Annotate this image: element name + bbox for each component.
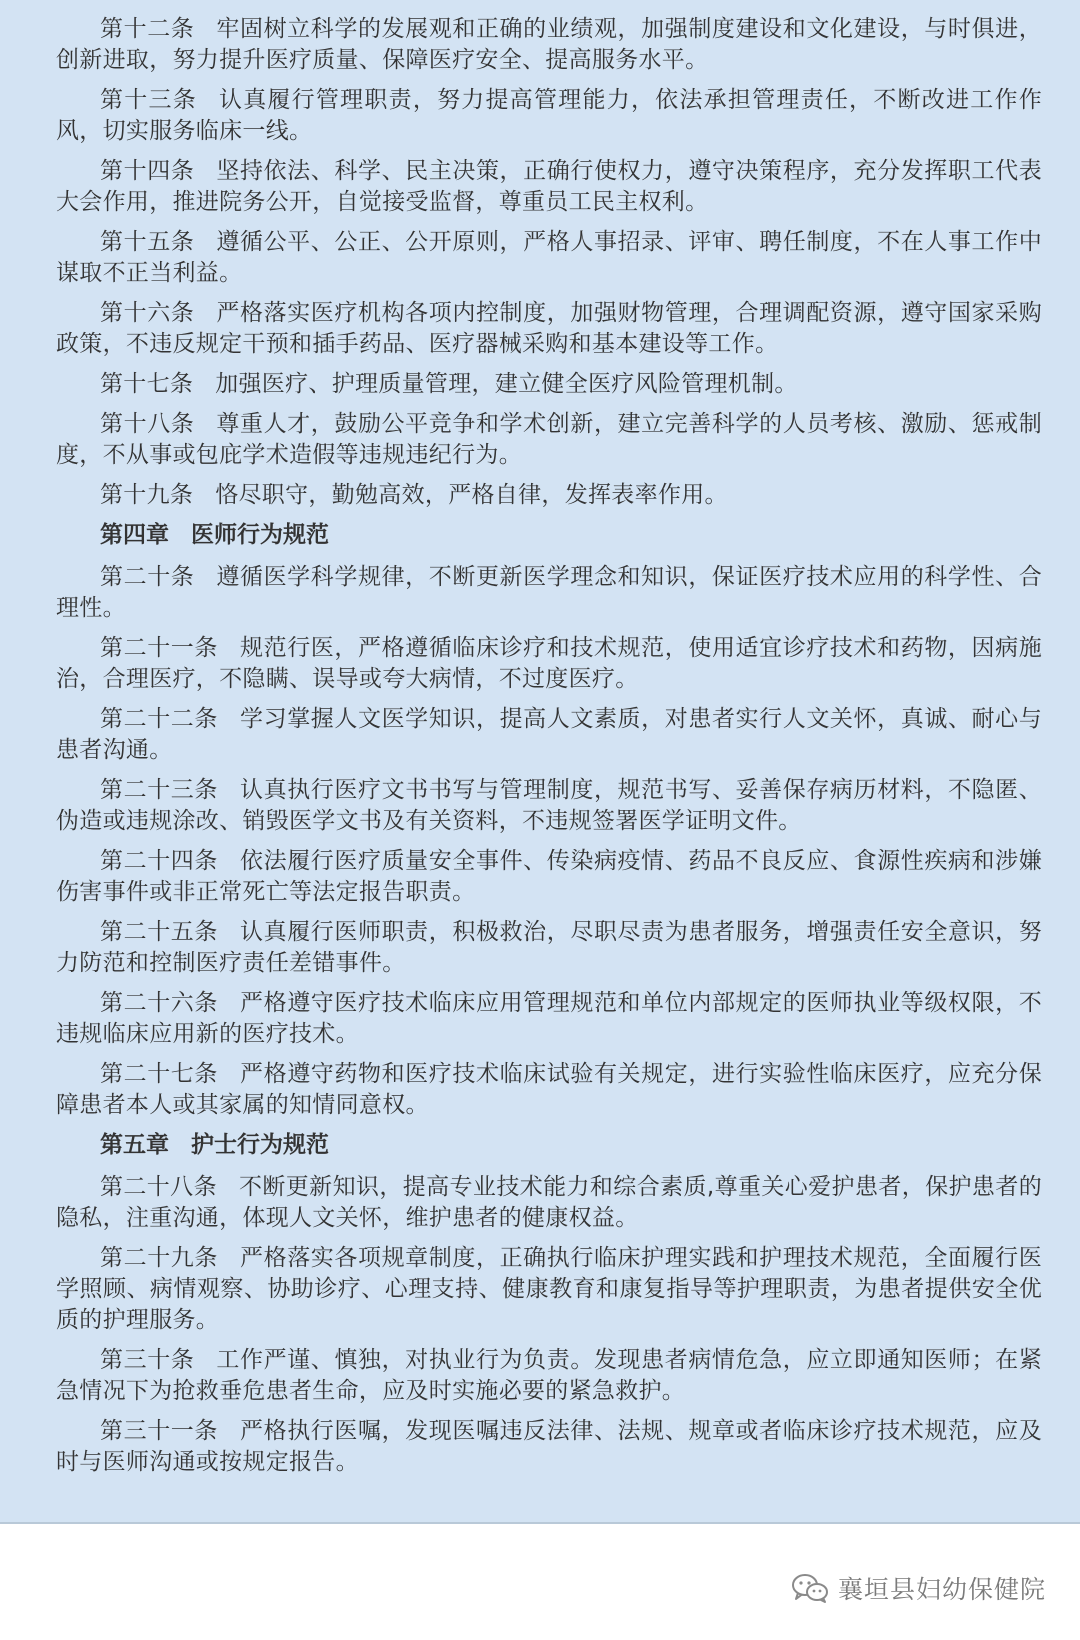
watermark-text: 襄垣县妇幼保健院: [837, 1575, 1046, 1604]
article-number: 第十四条: [100, 158, 195, 184]
article-paragraph: [56, 480, 1042, 511]
article-paragraph: [56, 298, 1042, 360]
article-paragraph: [56, 775, 1042, 837]
wechat-icon: [790, 1572, 830, 1604]
article-text: 严格遵守医疗技术临床应用管理规范和单位内部规定的医师执业等级权限，不违规临床应用新的医疗技术。: [56, 990, 1043, 1047]
article-text: 认真履行医师职责，积极救治，尽职尽责为患者服务，增强责任安全意识，努力防范和控制医疗责任差错事件。: [56, 919, 1043, 976]
article-text: 认真履行管理职责，努力提高管理能力，依法承担管理责任，不断改进工作作风，切实服务临床一线。: [56, 87, 1043, 144]
article-paragraph: [56, 846, 1042, 908]
article-paragraph: [56, 156, 1042, 218]
chapter-heading: [56, 520, 1042, 551]
article-number: 第十三条: [100, 87, 197, 113]
article-text: 严格落实各项规章制度，正确执行临床护理实践和护理技术规范，全面履行医学照顾、病情观察、协助诊疗、心理支持、健康教育和康复指导等护理职责，为患者提供安全优质的护理服务。: [56, 1245, 1043, 1333]
article-paragraph: [56, 988, 1042, 1050]
chapter-title: 护士行为规范: [191, 1132, 329, 1158]
article-paragraph: [56, 227, 1042, 289]
article-number: 第二十一条: [100, 635, 218, 661]
article-paragraph: [56, 85, 1042, 147]
article-text: 牢固树立科学的发展观和正确的业绩观，加强制度建设和文化建设，与时俱进，创新进取，努力提升医疗质量、保障医疗安全、提高服务水平。: [56, 16, 1042, 73]
article-number: 第二十九条: [100, 1245, 218, 1271]
article-paragraph: [56, 369, 1042, 400]
article-text: 加强医疗、护理质量管理，建立健全医疗风险管理机制。: [215, 371, 798, 397]
article-number: 第十七条: [100, 371, 194, 397]
article-text: 遵循医学科学规律，不断更新医学理念和知识，保证医疗技术应用的科学性、合理性。: [56, 564, 1042, 621]
article-text: 学习掌握人文医学知识，提高人文素质，对患者实行人文关怀，真诚、耐心与患者沟通。: [56, 706, 1043, 763]
chapter-number: 第四章: [100, 522, 169, 548]
article-number: 第二十二条: [100, 706, 218, 732]
article-text: 工作严谨、慎独，对执业行为负责。发现患者病情危急，应立即通知医师；在紧急情况下为抢救垂危患者生命，应及时实施必要的紧急救护。: [56, 1347, 1042, 1404]
article-text: 恪尽职守，勤勉高效，严格自律，发挥表率作用。: [215, 482, 728, 508]
article-text: 严格落实医疗机构各项内控制度，加强财物管理，合理调配资源，遵守国家采购政策，不违反规定干预和插手药品、医疗器械采购和基本建设等工作。: [56, 300, 1042, 357]
article-text: 遵循公平、公正、公开原则，严格人事招录、评审、聘任制度，不在人事工作中谋取不正当利益。: [56, 229, 1042, 286]
article-text: 尊重人才，鼓励公平竞争和学术创新，建立完善科学的人员考核、激励、惩戒制度，不从事或包庇学术造假等违规违纪行为。: [56, 411, 1042, 468]
article-number: 第十二条: [100, 16, 195, 42]
article-number: 第十六条: [100, 300, 195, 326]
article-number: 第二十条: [100, 564, 195, 590]
article-paragraph: [56, 409, 1042, 471]
article-number: 第二十八条: [100, 1174, 217, 1200]
article-paragraph: [56, 1172, 1042, 1234]
article-number: 第二十七条: [100, 1061, 218, 1087]
article-number: 第二十五条: [100, 919, 218, 945]
article-paragraph: [56, 1059, 1042, 1121]
article-number: 第三十一条: [100, 1418, 218, 1444]
article-number: 第十五条: [100, 229, 195, 255]
chapter-title: 医师行为规范: [191, 522, 329, 548]
watermark: [790, 1568, 1046, 1608]
article-paragraph: [56, 633, 1042, 695]
article-number: 第二十六条: [100, 990, 218, 1016]
chapter-heading: [56, 1130, 1042, 1161]
article-paragraph: [56, 1243, 1042, 1336]
article-text: 严格遵守药物和医疗技术临床试验有关规定，进行实验性临床医疗，应充分保障患者本人或其家属的知情同意权。: [56, 1061, 1043, 1118]
article-paragraph: [56, 1345, 1042, 1407]
article-number: 第三十条: [100, 1347, 195, 1373]
article-text: 严格执行医嘱，发现医嘱违反法律、法规、规章或者临床诊疗技术规范，应及时与医师沟通或按规定报告。: [56, 1418, 1043, 1475]
article-text: 不断更新知识，提高专业技术能力和综合素质,尊重关心爱护患者，保护患者的隐私，注重沟通，体现人文关怀，维护患者的健康权益。: [56, 1174, 1043, 1231]
article-text: 坚持依法、科学、民主决策，正确行使权力，遵守决策程序，充分发挥职工代表大会作用，推进院务公开，自觉接受监督，尊重员工民主权利。: [56, 158, 1042, 215]
article-number: 第十九条: [100, 482, 194, 508]
article-text: 规范行医，严格遵循临床诊疗和技术规范，使用适宜诊疗技术和药物，因病施治，合理医疗，不隐瞒、误导或夸大病情，不过度医疗。: [56, 635, 1043, 692]
article-paragraph: [56, 917, 1042, 979]
article-text: 依法履行医疗质量安全事件、传染病疫情、药品不良反应、食源性疾病和涉嫌伤害事件或非正常死亡等法定报告职责。: [56, 848, 1043, 905]
article-number: 第十八条: [100, 411, 195, 437]
article-number: 第二十四条: [100, 848, 218, 874]
article-paragraph: [56, 562, 1042, 624]
article-paragraph: [56, 704, 1042, 766]
article-text: 认真执行医疗文书书写与管理制度，规范书写、妥善保存病历材料，不隐匿、伪造或违规涂改、销毁医学文书及有关资料，不违规签署医学证明文件。: [56, 777, 1043, 834]
article-number: 第二十三条: [100, 777, 218, 803]
chapter-number: 第五章: [100, 1132, 169, 1158]
article-paragraph: [56, 14, 1042, 76]
article-paragraph: [56, 1416, 1042, 1478]
